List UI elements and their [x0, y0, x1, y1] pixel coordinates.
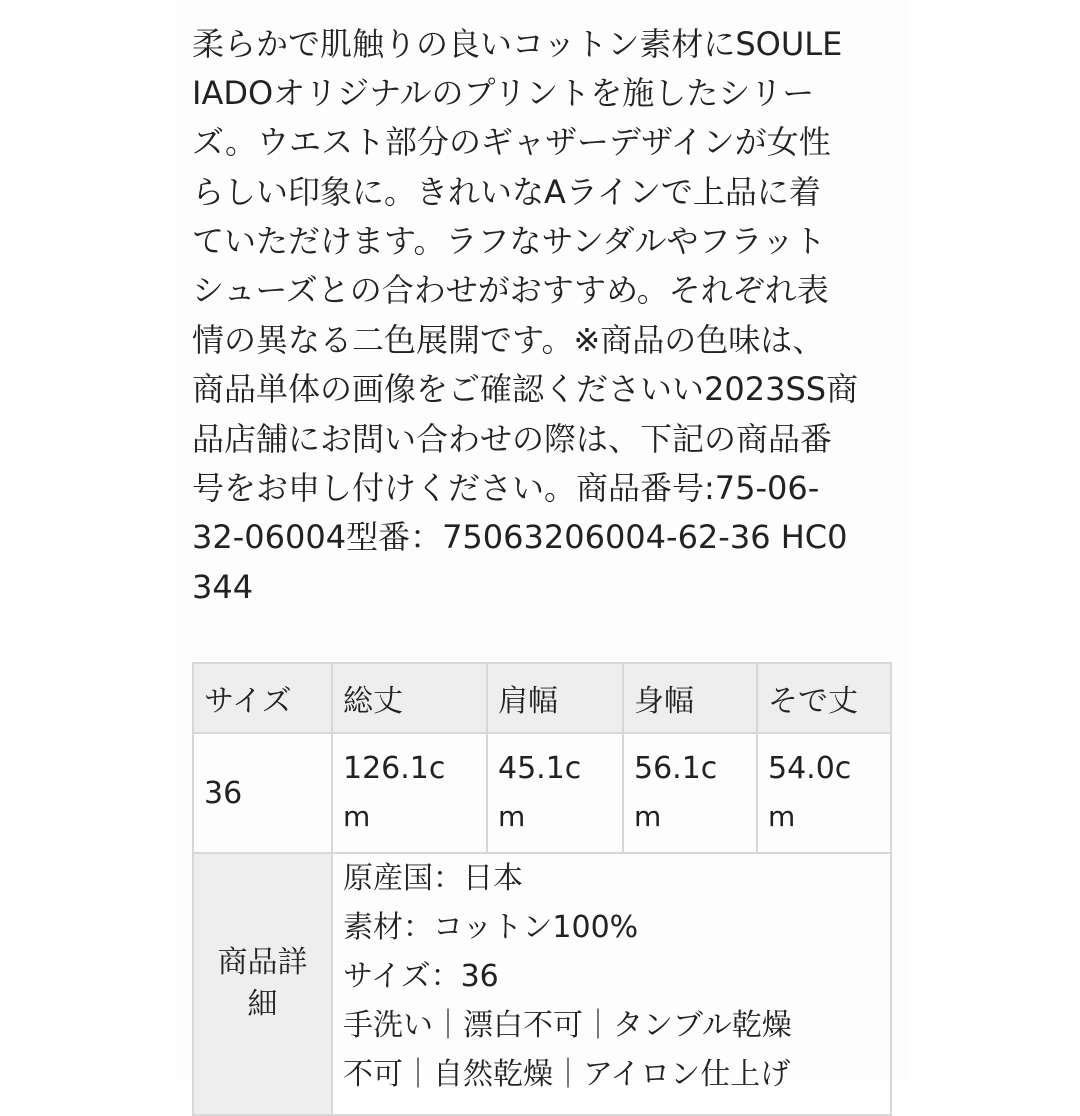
description-line: シューズとの合わせがおすすめ。それぞれ表	[192, 271, 829, 309]
detail-origin: 原産国：日本	[343, 861, 523, 896]
measurement-unit: m	[634, 800, 662, 833]
description-line: IADOオリジナルのプリントを施したシリー	[192, 74, 815, 112]
body-width-cell	[623, 733, 757, 853]
header-shoulder-width: 肩幅	[487, 663, 623, 733]
measurement-value: 56.1c	[634, 751, 718, 786]
detail-label	[193, 853, 332, 1115]
description-line: 32-06004型番：75063206004-62-36 HC0	[192, 518, 848, 556]
description-line: 344	[192, 568, 254, 606]
header-total-length: 総丈	[332, 663, 487, 733]
header-sleeve-length: そで丈	[757, 663, 891, 733]
measurement-unit: m	[498, 800, 526, 833]
header-body-width: 身幅	[623, 663, 757, 733]
detail-row	[193, 853, 891, 1115]
description-line: ていただけます。ラフなサンダルやフラット	[192, 222, 826, 260]
measurement-value: 126.1c	[343, 751, 446, 786]
total-length-cell	[332, 733, 487, 853]
description-line: 品店舗にお問い合わせの際は、下記の商品番	[192, 420, 833, 458]
description-line: らしい印象に。きれいなAラインで上品に着	[192, 173, 821, 211]
description-line: 号をお申し付けください。商品番号:75-06-	[192, 469, 820, 507]
detail-body	[332, 853, 891, 1115]
detail-size: サイズ：36	[343, 959, 499, 994]
measurement-value: 45.1c	[498, 751, 582, 786]
detail-care-1: 手洗い｜漂白不可｜タンブル乾燥	[343, 1008, 792, 1043]
size-table-header-row	[193, 663, 891, 733]
detail-label-line: 細	[247, 987, 278, 1022]
description-line: 商品単体の画像をご確認くださいい2023SS商	[192, 370, 859, 408]
measurement-unit: m	[768, 800, 796, 833]
header-size: サイズ	[193, 663, 332, 733]
measurement-value: 54.0c	[768, 751, 852, 786]
shoulder-width-cell	[487, 733, 623, 853]
sleeve-length-cell	[757, 733, 891, 853]
description-line: ズ。ウエスト部分のギャザーデザインが女性	[192, 123, 831, 161]
measurement-unit: m	[343, 800, 371, 833]
description-line: 柔らかで肌触りの良いコットン素材にSOULE	[192, 25, 843, 63]
table-row	[193, 733, 891, 853]
size-table	[192, 662, 892, 1116]
size-value: 36	[193, 733, 332, 853]
description-line: 情の異なる二色展開です。※商品の色味は、	[192, 321, 825, 359]
detail-care-2: 不可｜自然乾燥｜アイロン仕上げ	[343, 1057, 791, 1092]
detail-label-line: 商品詳	[217, 945, 308, 980]
detail-material: 素材：コットン100%	[343, 910, 639, 945]
